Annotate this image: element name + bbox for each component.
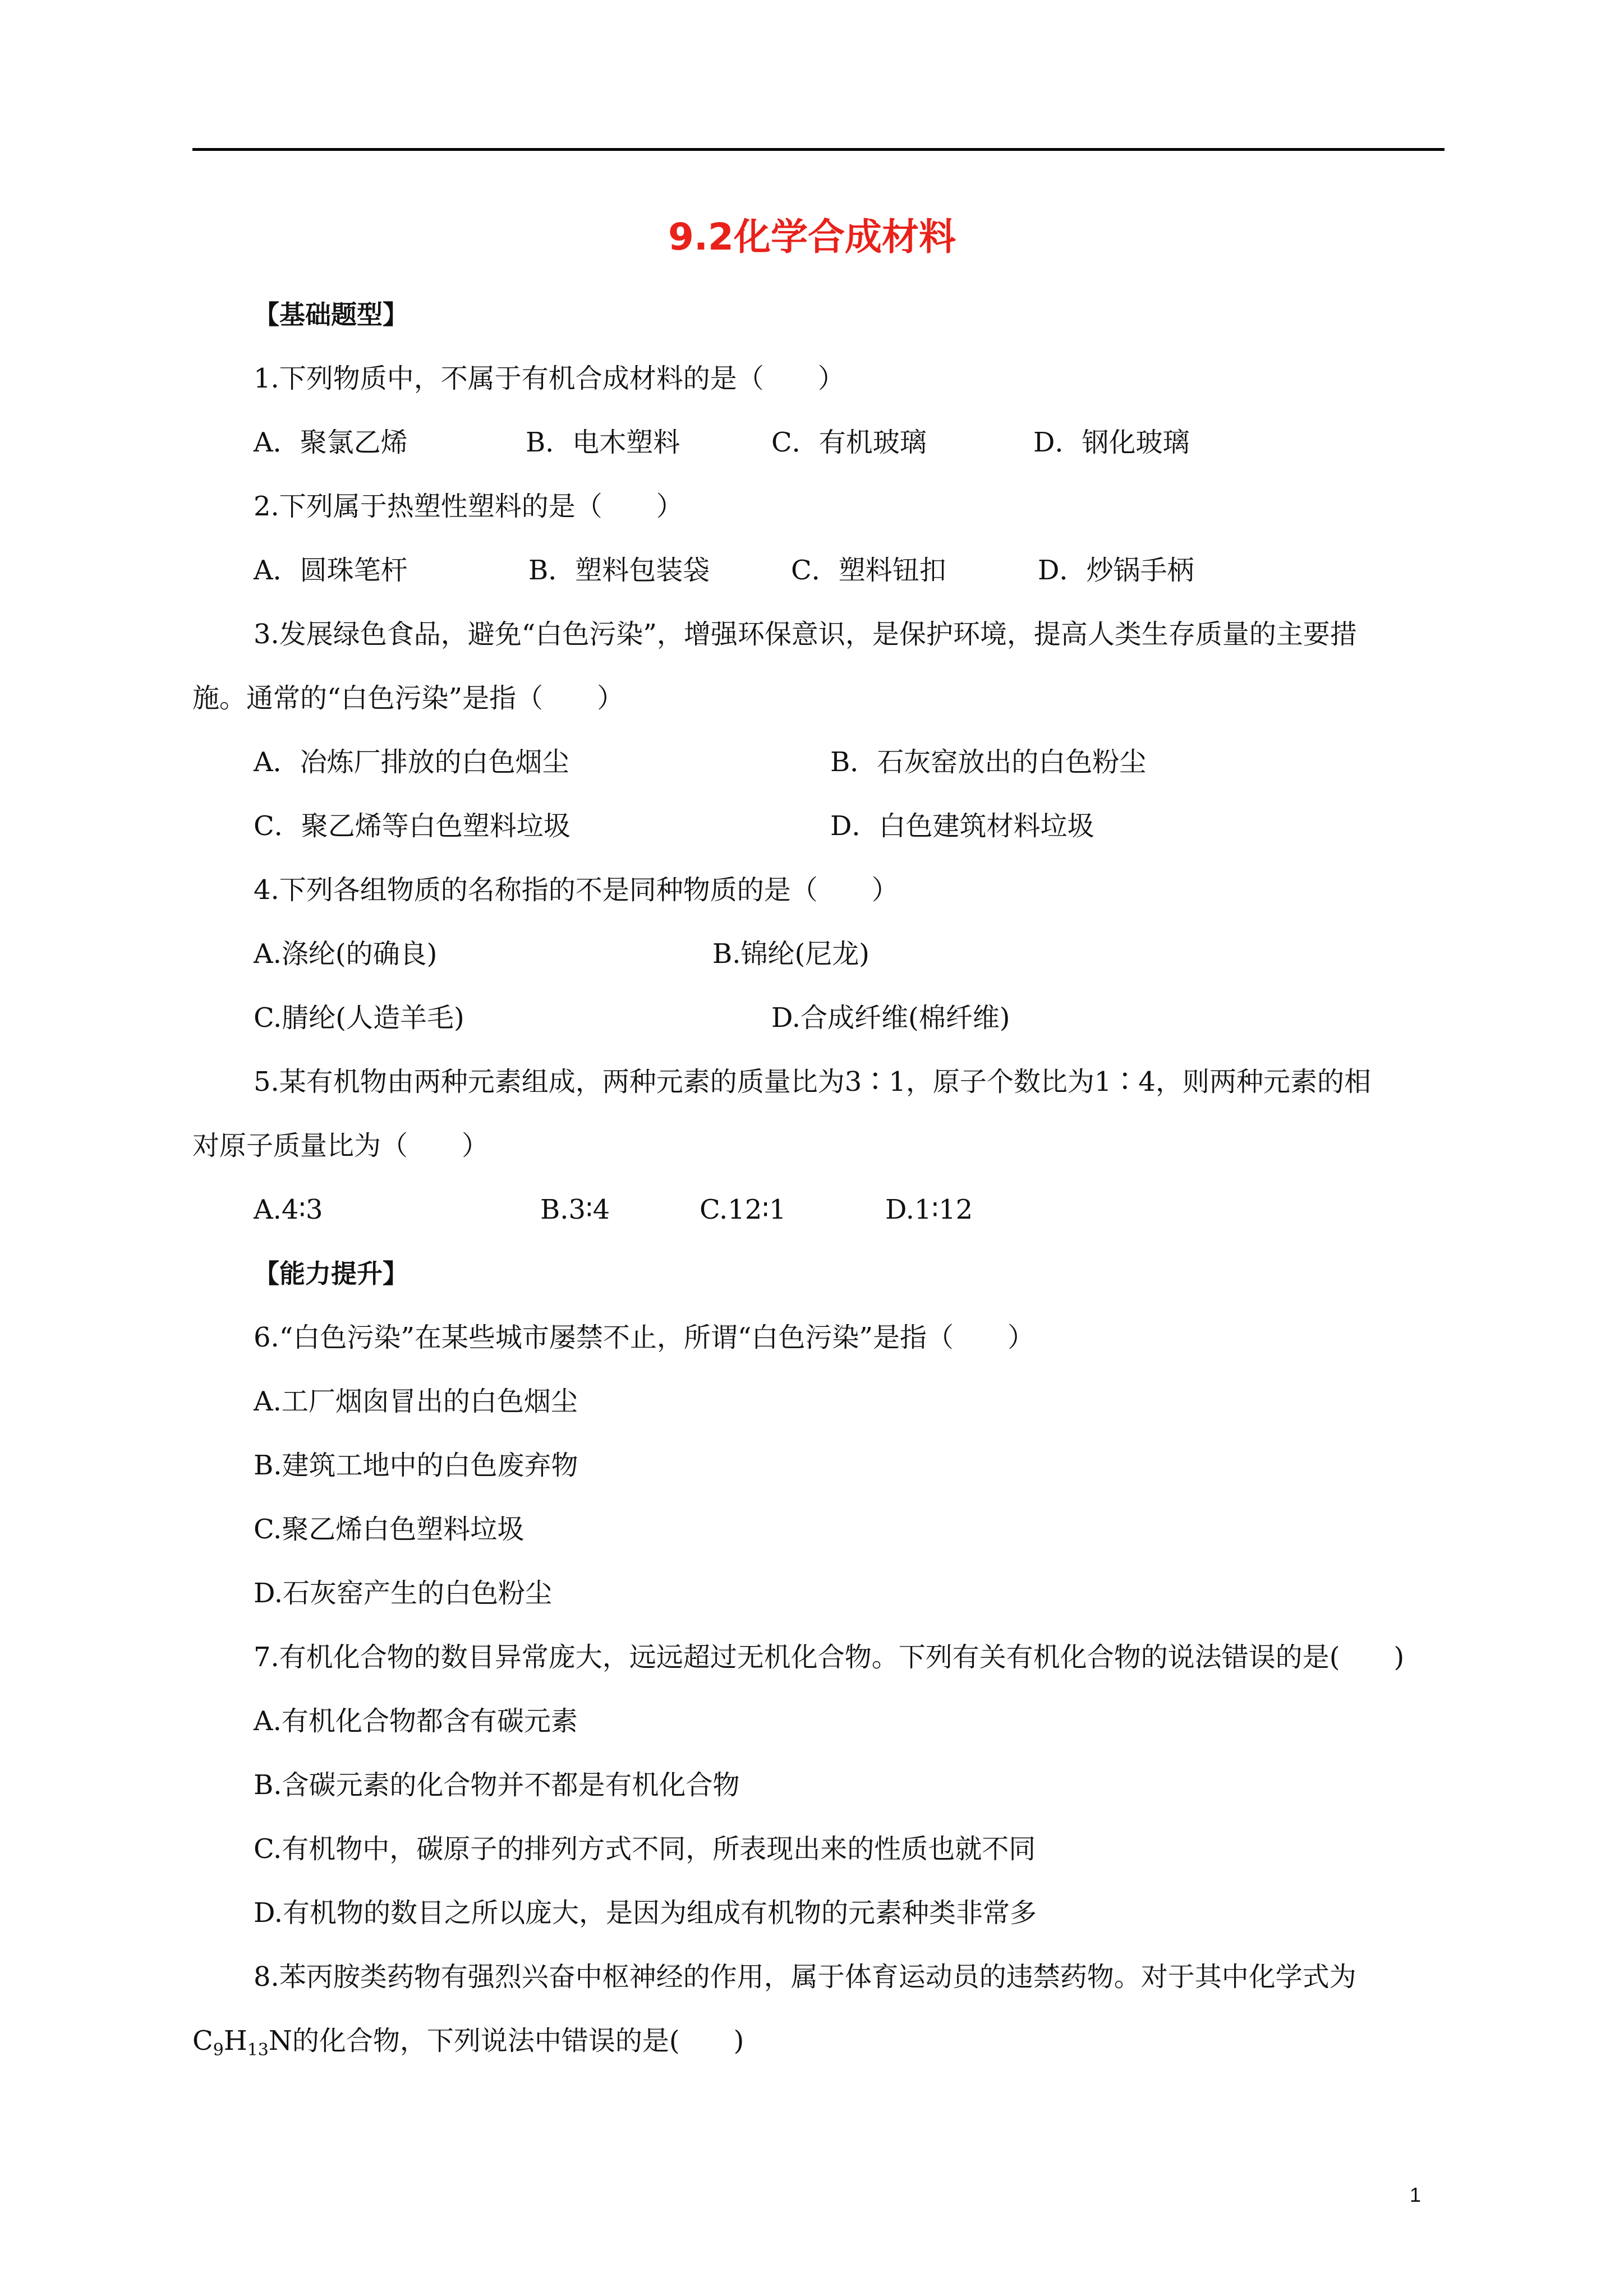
q3-stem-line2: 施。通常的“白色污染”是指（ ） — [192, 683, 624, 714]
q6-stem: 6.“白色污染”在某些城市屡禁不止，所谓“白色污染”是指（ ） — [254, 1322, 1034, 1353]
q4-option-b: B.锦纶(尼龙) — [712, 938, 869, 970]
formula-c: C — [192, 2025, 213, 2057]
q2-option-a: A．圆珠笔杆 — [254, 555, 408, 586]
q5-stem-line1: 5.某有机物由两种元素组成，两种元素的质量比为3∶1，原子个数比为1∶4，则两种元素的相 — [254, 1066, 1371, 1098]
q3-stem-line1: 3.发展绿色食品，避免“白色污染”，增强环保意识，是保护环境，提高人类生存质量的主要措 — [254, 619, 1357, 650]
q1-option-c: C．有机玻璃 — [771, 427, 927, 458]
q7-option-c: C.有机物中，碳原子的排列方式不同，所表现出来的性质也就不同 — [254, 1833, 1036, 1865]
formula-n: N — [268, 2025, 292, 2057]
q7-option-d: D.有机物的数目之所以庞大，是因为组成有机物的元素种类非常多 — [254, 1897, 1037, 1929]
q8-stem-rest: 的化合物，下列说法中错误的是( ) — [292, 2025, 744, 2057]
q5-option-d: D.1∶12 — [885, 1194, 973, 1225]
q5-option-b: B.3∶4 — [540, 1194, 610, 1225]
q6-option-b: B.建筑工地中的白色废弃物 — [254, 1450, 578, 1481]
q1-option-b: B．电木塑料 — [526, 427, 680, 458]
formula-h: H — [223, 2025, 247, 2057]
q3-option-b: B．石灰窑放出的白色粉尘 — [830, 746, 1147, 778]
header-rule — [192, 148, 1444, 151]
q6-option-a: A.工厂烟囱冒出的白色烟尘 — [254, 1386, 578, 1417]
q2-option-d: D．炒锅手柄 — [1038, 555, 1194, 586]
q1-option-d: D．钢化玻璃 — [1033, 427, 1190, 458]
q5-option-a: A.4∶3 — [254, 1194, 323, 1225]
q7-stem: 7.有机化合物的数目异常庞大，远远超过无机化合物。下列有关有机化合物的说法错误的是( ) — [254, 1642, 1405, 1673]
q4-option-d: D.合成纤维(棉纤维) — [771, 1002, 1010, 1034]
q6-option-d: D.石灰窑产生的白色粉尘 — [254, 1578, 553, 1609]
section-basic: 【基础题型】 — [254, 299, 408, 330]
q5-stem-line2: 对原子质量比为（ ） — [192, 1130, 489, 1161]
q3-option-d: D．白色建筑材料垃圾 — [830, 810, 1094, 842]
q2-option-b: B．塑料包装袋 — [528, 555, 710, 586]
q1-option-a: A．聚氯乙烯 — [254, 427, 408, 458]
section-advanced: 【能力提升】 — [254, 1258, 408, 1289]
q8-stem-line1: 8.苯丙胺类药物有强烈兴奋中枢神经的作用，属于体育运动员的违禁药物。对于其中化学式为 — [254, 1961, 1356, 1993]
q2-option-c: C．塑料钮扣 — [791, 555, 946, 586]
q8-stem-line2 — [192, 2022, 744, 2059]
q7-option-b: B.含碳元素的化合物并不都是有机化合物 — [254, 1769, 740, 1801]
q3-option-a: A．冶炼厂排放的白色烟尘 — [254, 746, 569, 778]
page-title: 9.2化学合成材料 — [668, 215, 956, 259]
q1-stem: 1.下列物质中，不属于有机合成材料的是（ ） — [254, 363, 845, 394]
q4-option-a: A.涤纶(的确良) — [254, 938, 438, 970]
q5-option-c: C.12∶1 — [700, 1194, 786, 1225]
q3-option-c: C．聚乙烯等白色塑料垃圾 — [254, 810, 571, 842]
formula-h-subscript: 13 — [247, 2040, 269, 2060]
q7-option-a: A.有机化合物都含有碳元素 — [254, 1705, 578, 1737]
q4-option-c: C.腈纶(人造羊毛) — [254, 1002, 464, 1034]
q2-stem: 2.下列属于热塑性塑料的是（ ） — [254, 491, 683, 522]
q4-stem: 4.下列各组物质的名称指的不是同种物质的是（ ） — [254, 874, 899, 906]
formula-c-subscript: 9 — [213, 2040, 224, 2060]
page-number: 1 — [1410, 2183, 1421, 2206]
q6-option-c: C.聚乙烯白色塑料垃圾 — [254, 1514, 525, 1545]
